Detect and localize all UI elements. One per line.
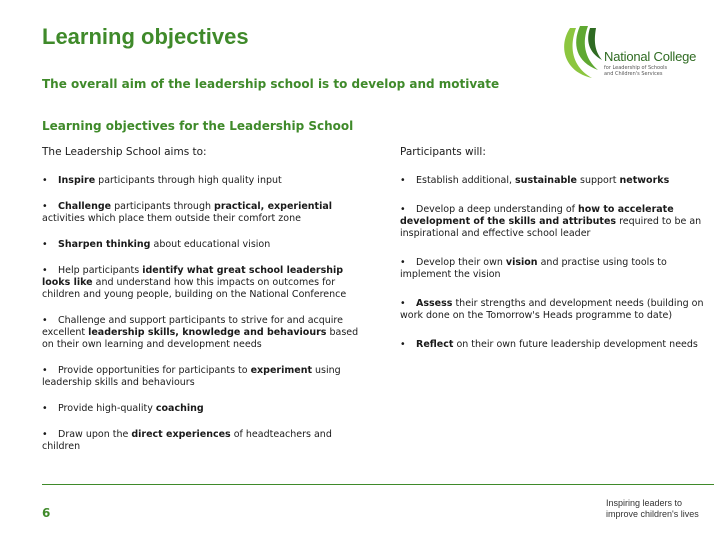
bullet-text: on their own future leadership development needs [453,339,698,350]
national-college-logo [560,22,710,92]
bullet-item [42,429,362,453]
bullet-item [42,201,362,225]
bullet-icon: • [42,239,48,250]
swoosh-logo-icon [560,22,606,84]
bullet-icon: • [42,403,48,414]
bullet-text: activities which place them outside their comfort zone [42,213,301,224]
logo-name: National College [604,49,697,64]
bullet-item [400,298,705,322]
bullet-text: how to accelerate development of the skills and attributes [400,204,674,227]
bullet-text: Reflect [416,339,454,350]
left-bullet-list [42,175,362,453]
bullet-text: Challenge and support participants to strive for and acquire excellent [42,315,343,338]
bullet-text: Help participants [58,265,143,276]
footer-tagline: Inspiring leaders to improve children's lives [606,498,699,519]
bullet-text: and understand how this impacts on outcomes for children and young people, building on the National Conference [42,277,347,300]
bullet-icon: • [42,201,48,212]
bullet-text: participants through high quality input [95,175,282,186]
bullet-text: direct experiences [131,429,231,440]
bullet-icon: • [400,257,406,268]
bullet-text: Establish additional, [416,175,516,186]
page-number: 6 [42,506,51,520]
bullet-text: Provide high-quality [58,403,156,414]
bullet-item [42,403,362,415]
bullet-text: participants through [111,201,215,212]
bullet-icon: • [400,298,406,309]
bullet-text: Sharpen thinking [58,239,151,250]
bullet-item [42,315,362,351]
bullet-icon: • [42,315,48,326]
bullet-text: coaching [155,403,204,414]
bullet-text: Provide opportunities for participants to [58,365,251,376]
left-column-heading: The Leadership School aims to: [42,146,207,158]
left-column [42,146,362,453]
section-heading: Learning objectives for the Leadership School [42,119,354,133]
bullet-text: identify what great school leadership looks like [42,265,344,288]
bullet-item [400,204,705,240]
bullet-text: and practise using tools to implement the vision [400,257,667,280]
bullet-text: leadership skills, knowledge and behaviours [88,327,327,338]
bullet-item [400,175,705,187]
bullet-text: about educational vision [150,239,271,250]
bullet-item [400,339,705,351]
bullet-icon: • [42,365,48,376]
bullet-item [42,265,362,301]
bullet-text: of headteachers and children [42,429,332,452]
bullet-icon: • [400,175,406,186]
bullet-item [42,239,362,251]
bullet-icon: • [42,429,48,440]
slide-title: Learning objectives [42,24,249,49]
bullet-text: practical, experiential [214,201,332,212]
bullet-text: their strengths and development needs (building on work done on the Tomorrow's Heads programme to date) [400,298,704,321]
bullet-icon: • [400,204,406,215]
bullet-text: Develop their own [416,257,506,268]
bullet-item [42,175,362,187]
bullet-text: Develop a deep understanding of [416,204,578,215]
right-bullet-list [400,175,705,351]
bullet-item [400,257,705,281]
bullet-text: sustainable [515,175,577,186]
bullet-text: networks [619,175,670,186]
bullet-icon: • [42,175,48,186]
right-column-heading: Participants will: [400,146,486,158]
bullet-text: support [577,175,620,186]
bullet-text: experiment [250,365,312,376]
logo-subtitle: for Leadership of Schools and Children's Services [604,65,668,77]
bullet-icon: • [400,339,406,350]
bullet-text: vision [505,257,538,268]
bullet-icon: • [42,265,48,276]
bullet-text: required to be an inspirational and effective school leader [400,216,702,239]
bullet-text: Inspire [58,175,96,186]
slide-subtitle: The overall aim of the leadership school is to develop and motivate [42,77,500,91]
bullet-text: Draw upon the [58,429,132,440]
bullet-text: based on their own learning and development needs [42,327,359,350]
bullet-text: Assess [416,298,453,309]
right-column [400,146,705,351]
bullet-text: using leadership skills and behaviours [42,365,341,388]
footer-divider [42,484,714,485]
bullet-item [42,365,362,389]
bullet-text: Challenge [58,201,112,212]
